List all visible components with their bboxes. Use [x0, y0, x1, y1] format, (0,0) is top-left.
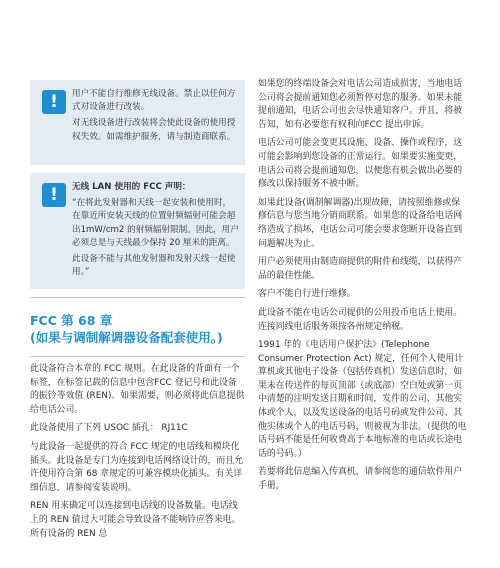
section-title: FCC 第 68 章 (如果与调制解调器设备配套使用。) [30, 313, 223, 345]
body-paragraph: 此设备符合本章的 FCC 规则。在此设备的背面有一个标签，在标签记载的信息中包含FCC 登记号和此设备的振铃等效值 (REN)。如果需要，则必须将此信息提供给电话公司。 [30, 364, 245, 415]
body-paragraph: 如果您的终端设备会对电话公司造成损害，当地电话公司将会提前通知您必须暂停对您的服务。如果未能提前通知，电话公司也会尽快通知客户。并且，将被告知，如有必要您有权利向FCC 提出申诉。 [258, 79, 463, 130]
exclamation-icon: ! [42, 90, 66, 114]
body-paragraph: 与此设备一起提供的符合 FCC 规定的电话线和模块化插头。此设备是专门为连接到电话网络设计的，而且允许使用符合第 68 章规定的可兼容模块化插头。有关详细信息，请参阅安装说明。 [30, 441, 243, 493]
body-paragraph: 此设备使用了下列 USOC 插孔： RJ11C [30, 423, 188, 434]
body-paragraph: 用户必须使用由制造商提供的附件和线缆，以获得产品的最佳性能。 [258, 257, 463, 281]
notice-box-fcc-wlan [30, 173, 245, 289]
body-paragraph: 如果此设备(调制解调器)出现故障，请按照维修或保修信息与您当地分销商联系。如果您的设备给电话网络造成了损坏，电话公司可能会要求您断开设备直到问题解决为止。 [258, 197, 463, 249]
exclamation-icon: ! [42, 183, 66, 207]
notice-text: 用户不能自行维修无线设备。禁止以任何方式对设备进行改装。 [72, 89, 236, 113]
divider [30, 356, 245, 357]
body-paragraph: REN 用来确定可以连接到电话线的设备数量。电话线上的 REN 值过大可能会导致设备不能响铃应答来电。所有设备的 REN 总 [30, 501, 241, 539]
notice-text: “在将此发射器和天线一起安装和使用时，在靠近所安装天线的位置射频辐射可能会超出1mW/cm2 的射频辐射限制。因此，用户必须总是与天线最少保持 20 厘米的距离。 [72, 198, 239, 248]
body-paragraph: 1991 年的《电话用户保护法》(Telephone Consumer Protection Act) 规定，任何个人使用计算机或其他电子设备（包括传真机）发送信息时，如果未在传送件的每页顶部（或底部）空白处或第一页中清楚的注明发送日期和时间，发件的公司、其他实体或个人，以及发送设备的电话号码或发件公司、其他实体或个人的电话号码，则被视为非法。（提供的电话号码不能是任何收费高于本地标准的电话或长途电话的号码。） [258, 340, 467, 459]
notice-text: 此设备不能与其他发射器和发射天线一起使用。” [72, 254, 236, 278]
notice-box-repair [30, 80, 245, 165]
body-paragraph: 客户不能自行进行维修。 [258, 289, 356, 300]
divider [30, 297, 245, 298]
body-paragraph: 电话公司可能会变更其设施、设备、操作或程序，这可能会影响到您设备的正常运行。如果要实施变更，电话公司将会提前通知您，以便您有机会做出必要的修改以保持服务不被中断。 [258, 138, 463, 190]
left-column [30, 80, 245, 546]
right-column [258, 78, 468, 499]
body-paragraph: 若要将此信息编入传真机，请参阅您的通信软件用户手册。 [258, 467, 463, 492]
notice-title: 无线 LAN 使用的 FCC 声明： [72, 182, 191, 192]
notice-text: 对无线设备进行改装将会使此设备的使用授权失效。如需维护服务，请与制造商联系。 [72, 118, 236, 142]
body-paragraph: 此设备不能在电话公司提供的公用投币电话上使用。连接同线电话服务须按各州规定纳税。 [258, 307, 463, 332]
